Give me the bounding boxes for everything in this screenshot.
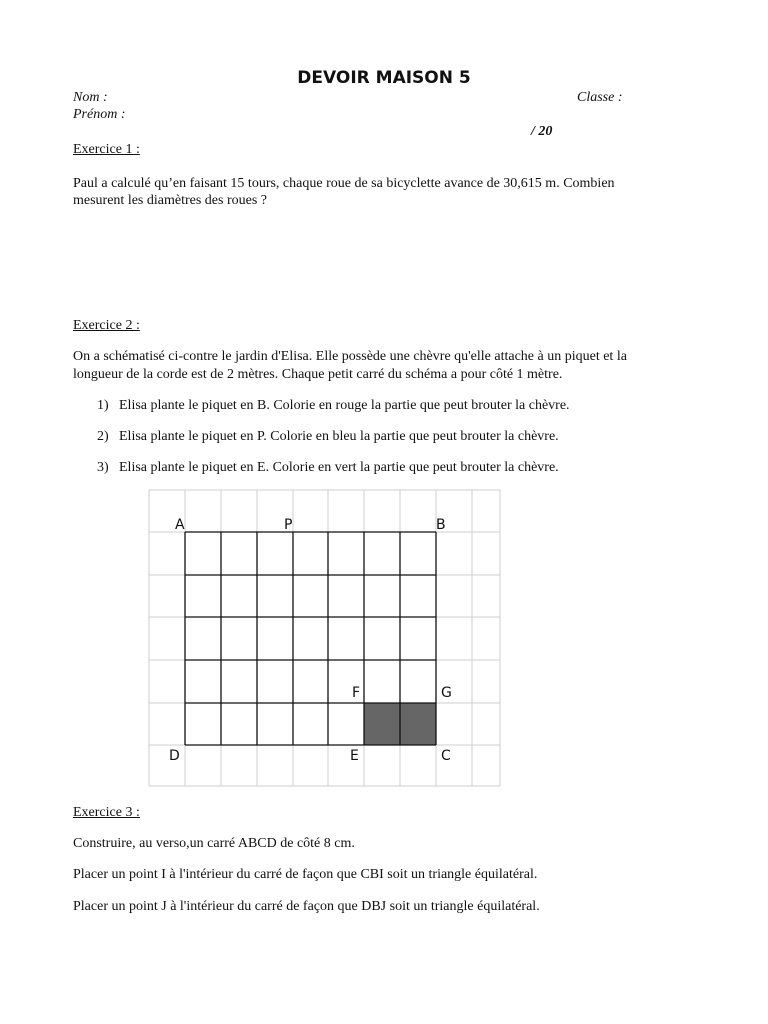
item-text: Elisa plante le piquet en E. Colorie en vert la partie que peut brouter la chèvre. xyxy=(119,460,559,475)
item-text: Elisa plante le piquet en B. Colorie en rouge la partie que peut brouter la chèvre. xyxy=(119,398,570,413)
label-a: A xyxy=(175,517,185,533)
label-b: B xyxy=(436,517,446,533)
exercise3-heading: Exercice 3 : xyxy=(73,805,140,820)
item-number: 3) xyxy=(97,460,109,475)
page-title: DEVOIR MAISON 5 xyxy=(297,68,471,88)
label-p: P xyxy=(284,517,293,533)
exercise1-text-line1: Paul a calculé qu’en faisant 15 tours, chaque roue de sa bicyclette avance de 30,615 m. Combien xyxy=(73,176,615,191)
exercise2-text-line1: On a schématisé ci-contre le jardin d'Elisa. Elle possède une chèvre qu'elle attache à un piquet et la xyxy=(73,349,627,364)
nom-label: Nom : xyxy=(73,90,108,105)
label-g: G xyxy=(441,685,452,701)
item-number: 1) xyxy=(97,398,109,413)
label-d: D xyxy=(169,748,180,764)
exercise2-heading: Exercice 2 : xyxy=(73,318,140,333)
label-c: C xyxy=(441,748,451,764)
prenom-label: Prénom : xyxy=(73,107,126,122)
score-label: / 20 xyxy=(531,124,553,139)
shaded-square xyxy=(364,703,400,745)
shaded-square xyxy=(400,703,436,745)
exercise1-text-line2: mesurent les diamètres des roues ? xyxy=(73,193,267,208)
exercise1-heading: Exercice 1 : xyxy=(73,142,140,157)
item-number: 2) xyxy=(97,429,109,444)
item-text: Elisa plante le piquet en P. Colorie en bleu la partie que peut brouter la chèvre. xyxy=(119,429,559,444)
label-f: F xyxy=(352,685,361,701)
exercise3-line1: Construire, au verso,un carré ABCD de côté 8 cm. xyxy=(73,836,355,851)
classe-label: Classe : xyxy=(577,90,623,105)
background-grid xyxy=(149,490,500,786)
exercise2-text-line2: longueur de la corde est de 2 mètres. Chaque petit carré du schéma a pour côté 1 mètre. xyxy=(73,367,563,382)
exercise3-line3: Placer un point J à l'intérieur du carré de façon que DBJ soit un triangle équilatéral. xyxy=(73,899,540,914)
label-e: E xyxy=(350,748,359,764)
exercise3-line2: Placer un point I à l'intérieur du carré de façon que CBI soit un triangle équilatéral. xyxy=(73,867,538,882)
